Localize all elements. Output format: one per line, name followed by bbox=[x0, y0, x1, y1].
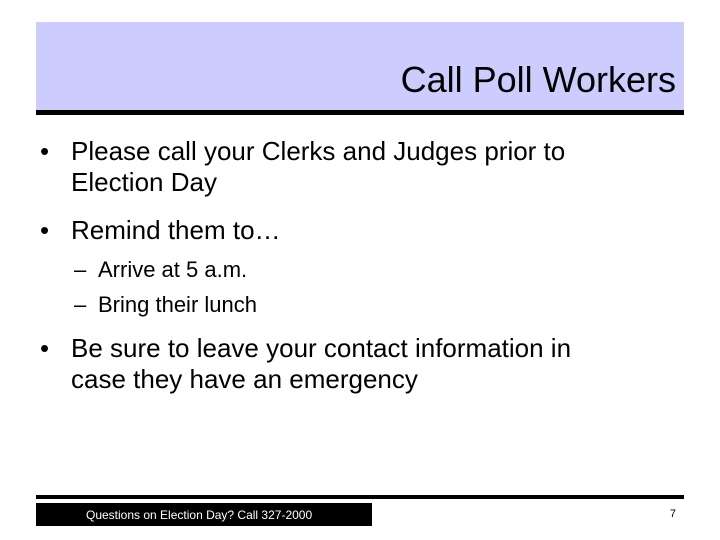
sub-bullet-item bbox=[74, 257, 247, 283]
footer-text: Questions on Election Day? Call 327-2000 bbox=[86, 508, 313, 522]
bullet-icon: • bbox=[40, 136, 50, 166]
dash-icon: – bbox=[74, 257, 87, 282]
title-banner bbox=[36, 22, 684, 110]
dash-icon: – bbox=[74, 292, 87, 317]
bullet-icon: • bbox=[40, 215, 50, 245]
bullet-line: Be sure to leave your contact information in bbox=[71, 333, 572, 363]
slide-title: Call Poll Workers bbox=[400, 59, 676, 100]
bullet-icon: • bbox=[40, 333, 50, 363]
sub-bullet-item bbox=[74, 292, 257, 318]
sub-bullet-text: Bring their lunch bbox=[98, 292, 257, 317]
bullet-text bbox=[71, 136, 671, 198]
bullet-text bbox=[71, 333, 671, 395]
bullet-line: Election Day bbox=[71, 167, 217, 197]
title-divider bbox=[36, 110, 684, 115]
bullet-line: case they have an emergency bbox=[71, 364, 418, 394]
bullet-line: Please call your Clerks and Judges prior to bbox=[71, 136, 566, 166]
footer-banner bbox=[36, 503, 372, 526]
bullet-line: Remind them to… bbox=[71, 215, 281, 245]
footer-divider bbox=[36, 495, 684, 499]
page-number: 7 bbox=[669, 508, 676, 520]
sub-bullet-text: Arrive at 5 a.m. bbox=[98, 257, 248, 282]
bullet-text bbox=[71, 215, 671, 246]
